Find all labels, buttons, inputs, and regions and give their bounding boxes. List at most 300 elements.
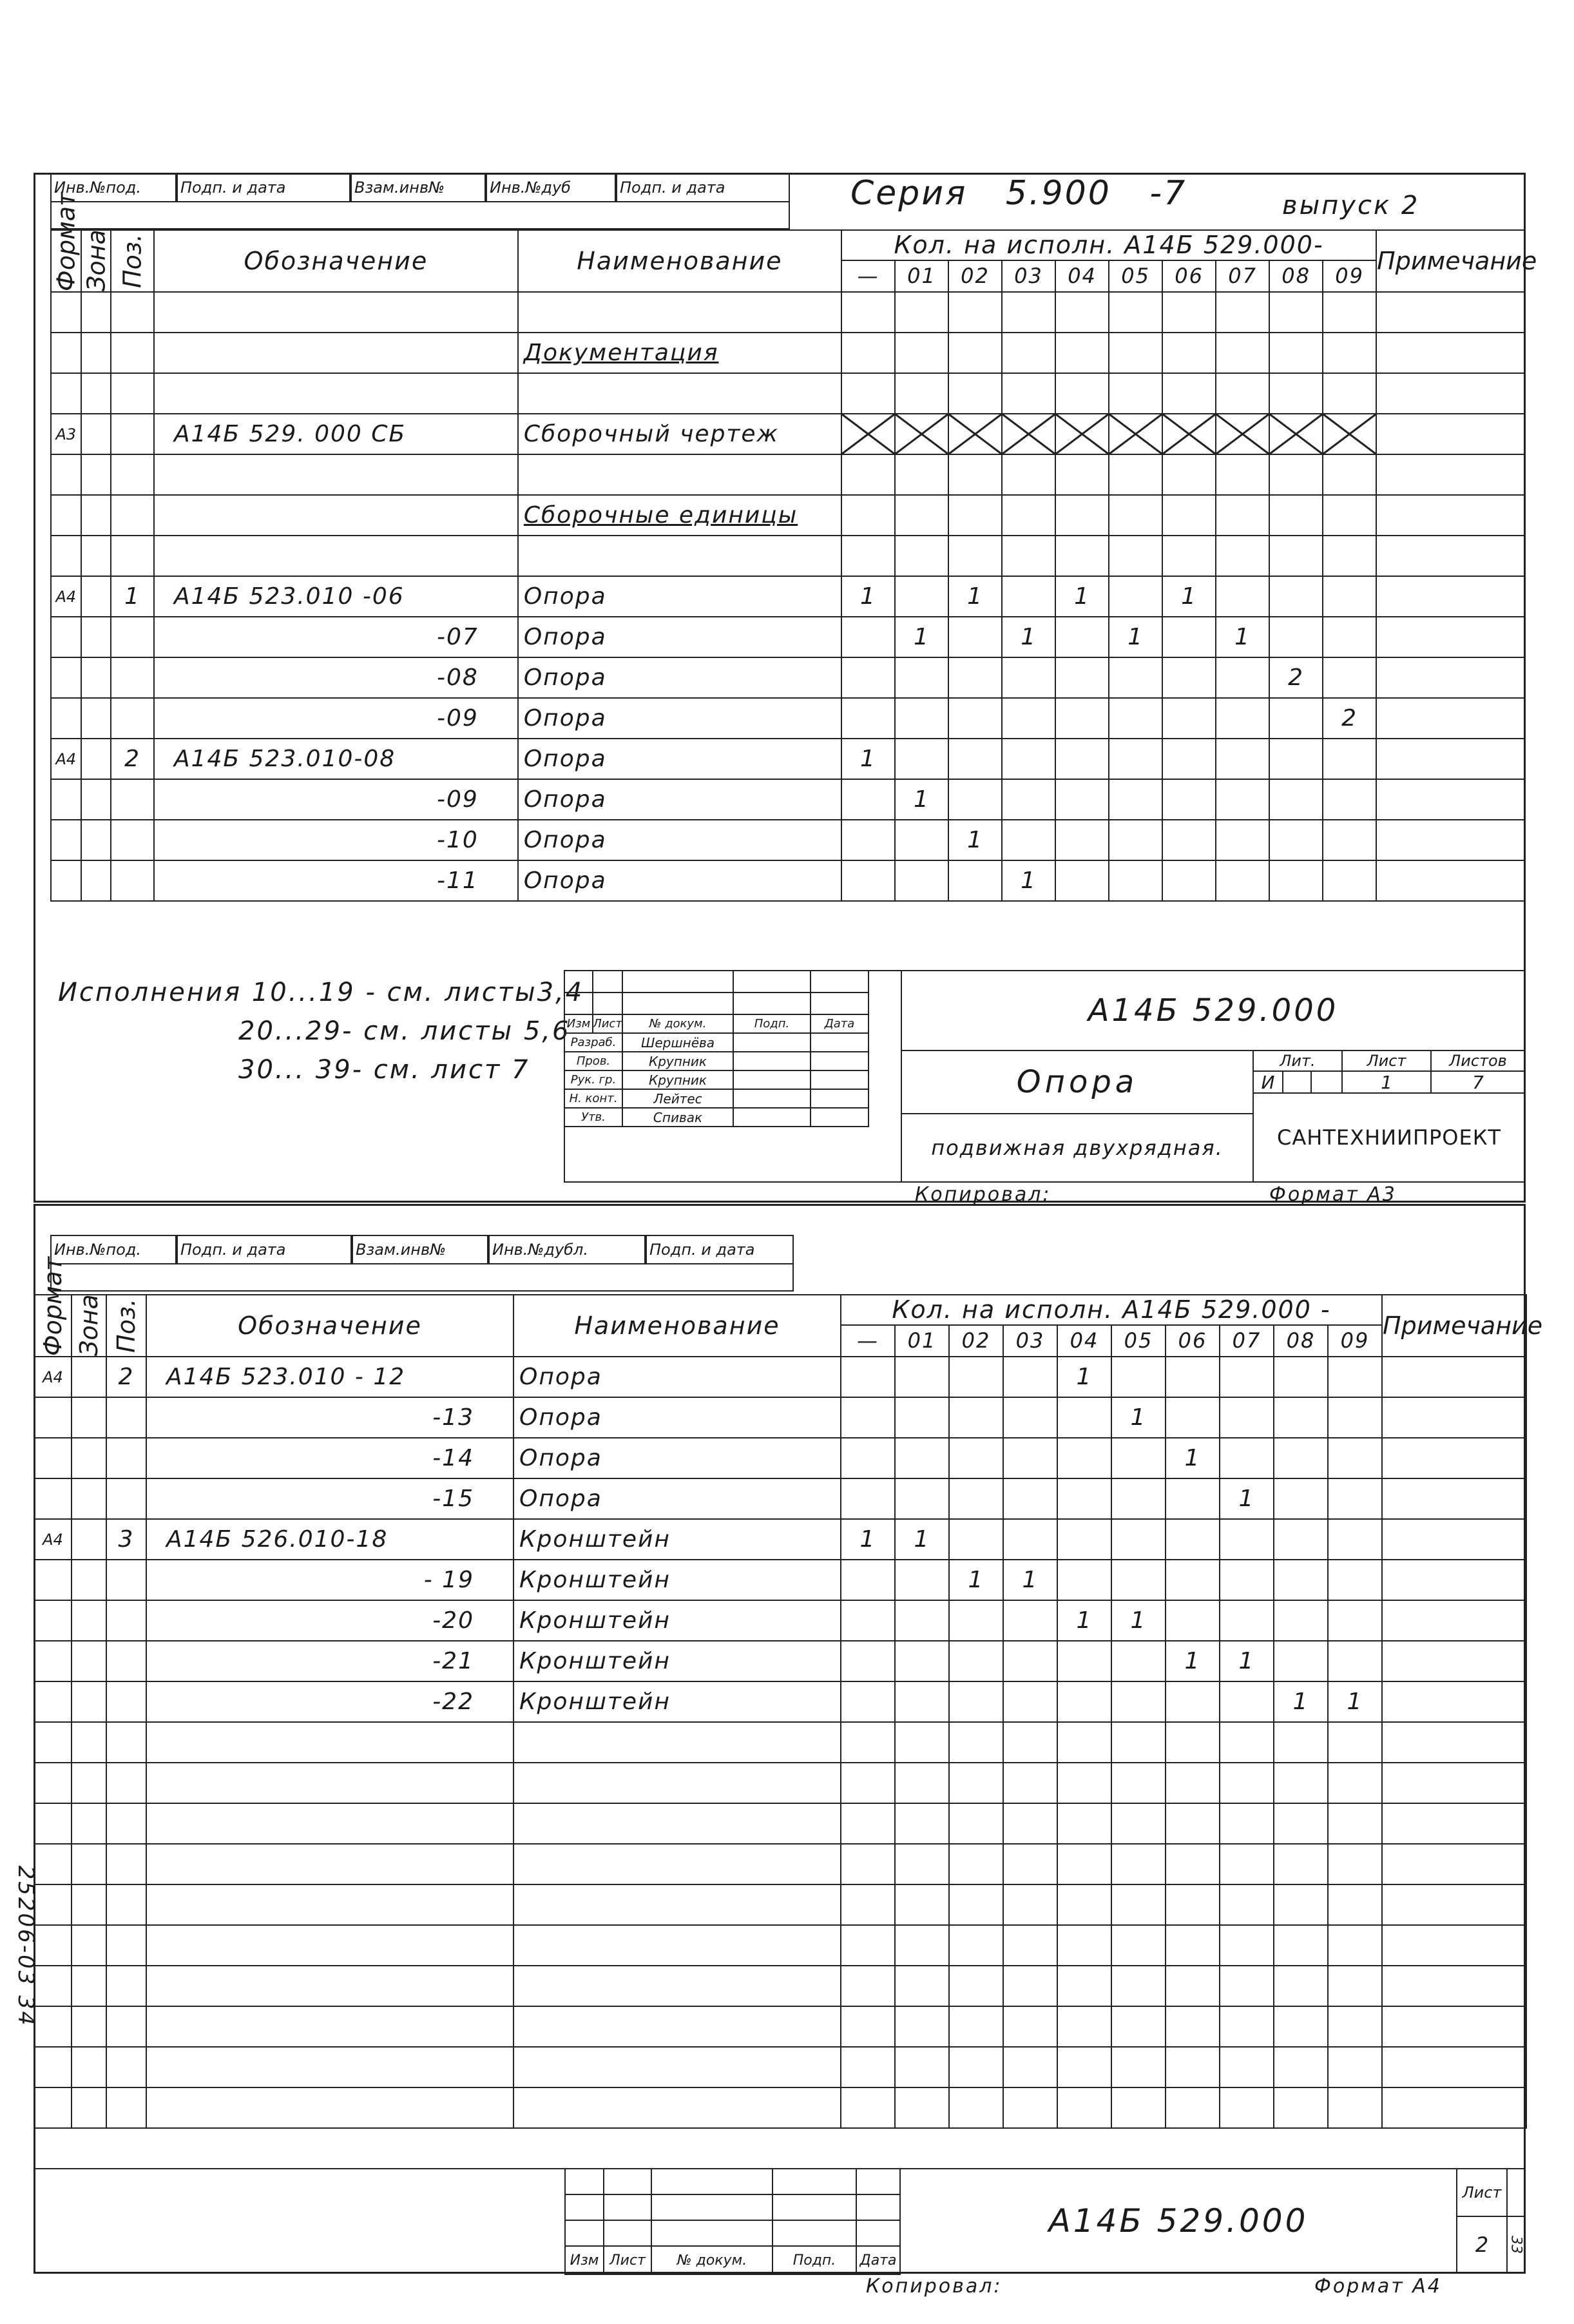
table-row [51,576,1525,617]
row-note [1382,2006,1526,2047]
title-block-1-doc-number: А14Б 529.000 [901,970,1526,1051]
variant-header: 04 [1057,1325,1111,1357]
change-blank-cell [564,2168,604,2195]
row-format [34,1966,72,2006]
qty-cell: 1 [1109,617,1162,657]
change-blank-cell [622,992,734,1015]
qty-cell: 1 [1057,1600,1111,1641]
qty-cell [841,495,895,536]
row-position [106,1641,146,1681]
stamp-cell: Подп. и дата [616,173,790,202]
qty-cell [1003,1966,1057,2006]
section-heading: Документация [518,333,841,373]
qty-cell: 1 [1220,1478,1274,1519]
row-zone [72,1803,106,1844]
qty-cell [1057,1966,1111,2006]
qty-cell [1003,1722,1057,1763]
qty-cell [1328,1803,1382,1844]
row-zone [72,1357,106,1397]
qty-cell [1166,1478,1220,1519]
col-note-header: Примечание [1382,1295,1526,1357]
row-zone [72,2047,106,2087]
row-name: Опора [518,617,841,657]
table-row [34,1884,1526,1925]
cross-out-mark [1323,414,1376,454]
qty-cell [1323,779,1376,820]
qty-cell [1166,1519,1220,1560]
row-zone [72,1438,106,1478]
lit-value: И [1252,1070,1283,1094]
role-label: Рук. гр. [564,1070,623,1090]
change-blank-cell [592,992,623,1015]
lit-label: Лит. [1252,1050,1343,1072]
variant-header: 01 [895,260,948,292]
row-note [1382,2087,1526,2128]
change-header-cell: Подп. [733,1014,811,1034]
row-position [106,1681,146,1722]
qty-cell [1057,2087,1111,2128]
row-designation: -13 [146,1397,513,1438]
qty-cell [1003,1763,1057,1803]
qty-cell [895,292,948,333]
qty-cell [1111,2087,1166,2128]
qty-cell [1216,820,1269,860]
row-name: Опора [513,1438,841,1478]
change-blank-cell [772,2220,857,2247]
qty-cell [1162,495,1216,536]
row-zone [81,617,111,657]
role-name: Крупник [622,1051,734,1071]
side-archive-code: 25206-03 34 [13,1865,39,2028]
qty-cell [1162,860,1216,901]
qty-cell [895,820,948,860]
qty-cell [1269,820,1323,860]
row-designation [146,1966,513,2006]
qty-cell [1216,779,1269,820]
qty-cell [1003,1681,1057,1722]
row-position [111,820,154,860]
row-designation: А14Б 523.010 -06 [154,576,518,617]
table-row [34,2006,1526,2047]
row-position [106,1722,146,1763]
row-format [51,536,81,576]
row-zone [81,536,111,576]
stamp-strip-top-1 [50,173,790,202]
col-pos-header: Поз. [106,1295,146,1357]
qty-cell [1220,2087,1274,2128]
qty-cell [841,1397,895,1438]
qty-cell [1269,495,1323,536]
row-format [34,1722,72,1763]
change-blank-cell [564,2220,604,2247]
qty-cell [1323,495,1376,536]
qty-cell [1002,820,1055,860]
table-row [51,739,1525,779]
qty-cell [1055,739,1109,779]
qty-cell [895,1600,949,1641]
row-designation [146,1884,513,1925]
qty-cell [1220,1438,1274,1478]
role-label: Разраб. [564,1032,623,1052]
qty-cell: 1 [1328,1681,1382,1722]
change-blank-cell [856,2168,901,2195]
qty-cell [1055,698,1109,739]
qty-cell [895,1357,949,1397]
qty-cell [1274,1641,1328,1681]
qty-cell [948,454,1002,495]
qty-cell [1111,1519,1166,1560]
row-zone [72,1884,106,1925]
qty-cell [1002,576,1055,617]
row-zone [81,454,111,495]
row-name: Опора [518,576,841,617]
cross-out-mark [1109,414,1162,454]
qty-cell [1269,739,1323,779]
table-row [51,779,1525,820]
row-designation: -21 [146,1641,513,1681]
row-position [106,1966,146,2006]
table-row [51,657,1525,698]
row-format: А4 [34,1519,72,1560]
row-note [1382,1641,1526,1681]
qty-cell [1269,333,1323,373]
table-row [34,1641,1526,1681]
qty-cell [948,414,1002,454]
table-row [51,495,1525,536]
qty-cell [1003,1600,1057,1641]
col-qty-header: Кол. на исполн. А14Б 529.000- [841,230,1376,260]
series-suffix: -7 [1149,174,1187,213]
qty-cell [1002,698,1055,739]
qty-cell [1220,1803,1274,1844]
qty-cell [1166,1600,1220,1641]
row-format [51,454,81,495]
qty-cell: 1 [949,1560,1003,1600]
row-zone [72,1641,106,1681]
stamp-cell: Инв.№дуб [486,173,616,202]
qty-cell [1057,1844,1111,1884]
section-heading: Сборочные единицы [518,495,841,536]
row-name: Опора [518,657,841,698]
qty-cell [1055,860,1109,901]
qty-cell [1216,657,1269,698]
row-designation [146,1763,513,1803]
row-note [1382,2047,1526,2087]
qty-cell [1057,1641,1111,1681]
role-signature [733,1089,811,1109]
format-label-1: Формат А3 [1269,1183,1397,1206]
qty-cell [1323,617,1376,657]
qty-cell [1003,2006,1057,2047]
qty-cell [1055,292,1109,333]
row-name: Кронштейн [513,1600,841,1641]
qty-cell [1109,657,1162,698]
qty-cell [895,1925,949,1966]
qty-cell [1055,820,1109,860]
qty-cell [1328,1925,1382,1966]
row-format: А4 [51,576,81,617]
qty-cell [1162,739,1216,779]
qty-cell [841,2047,895,2087]
row-name: Опора [513,1357,841,1397]
qty-cell [1162,414,1216,454]
row-note [1382,1966,1526,2006]
qty-cell [841,414,895,454]
row-position [111,292,154,333]
table-row [34,1397,1526,1438]
change-header-cell: Лист [592,1014,623,1034]
qty-cell [949,2047,1003,2087]
row-note [1376,373,1525,414]
qty-cell [895,536,948,576]
qty-cell [1323,739,1376,779]
role-date [810,1032,869,1052]
row-designation: -20 [146,1600,513,1641]
sheet-label-2: Лист [1456,2168,1508,2217]
col-qty-header: Кол. на исполн. А14Б 529.000 - [841,1295,1382,1325]
change-blank-cell [856,2194,901,2221]
qty-cell [1274,1884,1328,1925]
row-format [34,1478,72,1519]
row-note [1376,820,1525,860]
qty-cell [895,1681,949,1722]
lit-blank [1310,1070,1343,1094]
header-row [34,1295,1526,1325]
variant-header: 07 [1220,1325,1274,1357]
qty-cell [1216,333,1269,373]
qty-cell [1216,292,1269,333]
stamp-strip-top-2-lower [50,1264,794,1292]
table-row [34,1803,1526,1844]
qty-cell [1057,1803,1111,1844]
role-name: Лейтес [622,1089,734,1109]
qty-cell [1003,1397,1057,1438]
row-name: Опора [518,779,841,820]
row-zone [81,820,111,860]
role-date [810,1051,869,1071]
qty-cell [841,698,895,739]
variant-header: 06 [1162,260,1216,292]
table-row [51,860,1525,901]
change-blank-cell [603,2194,652,2221]
variant-header: 05 [1109,260,1162,292]
row-designation: А14Б 529. 000 СБ [154,414,518,454]
qty-cell [1328,2006,1382,2047]
qty-cell [1055,495,1109,536]
row-position [106,1560,146,1600]
qty-cell [895,739,948,779]
row-name [513,1803,841,1844]
qty-cell [841,1357,895,1397]
change-blank-cell [603,2220,652,2247]
row-note [1376,454,1525,495]
row-designation [154,333,518,373]
qty-cell [1274,1722,1328,1763]
row-designation: - 19 [146,1560,513,1600]
qty-cell [841,1925,895,1966]
variant-header: 02 [949,1325,1003,1357]
qty-cell [949,1925,1003,1966]
row-format [51,373,81,414]
qty-cell [1328,1438,1382,1478]
role-label: Пров. [564,1051,623,1071]
qty-cell [1220,1763,1274,1803]
qty-cell [1323,292,1376,333]
row-position [106,1763,146,1803]
qty-cell [1109,698,1162,739]
qty-cell [1162,536,1216,576]
qty-cell [841,1803,895,1844]
qty-cell [841,1966,895,2006]
row-designation [154,495,518,536]
role-date [810,1070,869,1090]
change-header-cell: Дата [810,1014,869,1034]
row-position [111,536,154,576]
qty-cell [895,2006,949,2047]
qty-cell: 1 [895,779,948,820]
qty-cell [1166,1681,1220,1722]
qty-cell [1055,414,1109,454]
variant-header: 08 [1274,1325,1328,1357]
change-blank-cell [564,992,593,1015]
qty-cell [841,1681,895,1722]
qty-cell [1166,1844,1220,1884]
qty-cell [948,333,1002,373]
qty-cell [948,739,1002,779]
table-row [51,373,1525,414]
row-name: Опора [518,698,841,739]
qty-cell [948,495,1002,536]
row-designation [154,454,518,495]
qty-cell [1109,739,1162,779]
qty-cell [1166,1803,1220,1844]
row-note [1382,1600,1526,1641]
col-pos-header: Поз. [111,230,154,292]
qty-cell [841,1560,895,1600]
qty-cell [1274,1438,1328,1478]
qty-cell [1323,414,1376,454]
qty-cell [1057,2006,1111,2047]
change-blank-cell [651,2194,773,2221]
qty-cell [1269,292,1323,333]
table-row [34,1357,1526,1397]
cross-out-mark [1216,414,1269,454]
role-date [810,1089,869,1109]
row-note [1382,1844,1526,1884]
row-zone [81,495,111,536]
qty-cell [895,1763,949,1803]
qty-cell [841,860,895,901]
row-format: А4 [51,739,81,779]
row-note [1382,1478,1526,1519]
row-format [51,820,81,860]
row-designation [146,1844,513,1884]
variant-header: 07 [1216,260,1269,292]
cross-out-mark [842,414,894,454]
row-format [34,2087,72,2128]
title-block-1-subtitle: подвижная двухрядная. [901,1113,1254,1183]
qty-cell [1162,617,1216,657]
qty-cell [841,1641,895,1681]
qty-cell [841,779,895,820]
qty-cell [1220,1925,1274,1966]
qty-cell [841,1438,895,1478]
sheets-value: 7 [1430,1070,1526,1094]
qty-cell [841,657,895,698]
change-blank-cell [651,2168,773,2195]
row-note [1382,1925,1526,1966]
qty-cell [1220,2047,1274,2087]
cross-out-mark [1270,414,1322,454]
row-position: 3 [106,1519,146,1560]
variant-header: 08 [1269,260,1323,292]
cross-out-mark [896,414,948,454]
row-name: Сборочный чертеж [518,414,841,454]
qty-cell [1328,1478,1382,1519]
qty-cell [949,1478,1003,1519]
table-row [34,2087,1526,2128]
table-row [51,333,1525,373]
row-position [111,495,154,536]
qty-cell [1328,1722,1382,1763]
row-designation [146,1925,513,1966]
row-position [106,1438,146,1478]
qty-cell [1274,2047,1328,2087]
change-blank-cell [651,2220,773,2247]
qty-cell [1057,1884,1111,1925]
row-designation [146,1722,513,1763]
row-zone [81,860,111,901]
row-position: 2 [106,1357,146,1397]
qty-cell [1323,860,1376,901]
qty-cell [841,1884,895,1925]
corner-number: 33 [1506,2216,1526,2274]
row-name: Опора [518,860,841,901]
qty-cell: 2 [1323,698,1376,739]
role-signature [733,1107,811,1127]
variants-note-line: 20...29- см. листы 5,6 [238,1016,571,1046]
change-header-cell: Изм [564,2245,604,2275]
variants-note [58,973,584,1089]
qty-cell [1055,536,1109,576]
row-zone [72,1763,106,1803]
row-position [111,779,154,820]
qty-cell [1003,1803,1057,1844]
qty-cell [949,1681,1003,1722]
qty-cell [895,1722,949,1763]
qty-cell [1166,2087,1220,2128]
row-zone [81,576,111,617]
row-name: Опора [518,739,841,779]
qty-cell [1220,1722,1274,1763]
table-row [34,1966,1526,2006]
row-note [1376,333,1525,373]
qty-cell [1002,495,1055,536]
row-designation: -08 [154,657,518,698]
table-row [51,617,1525,657]
qty-cell [1162,292,1216,333]
qty-cell: 1 [1166,1641,1220,1681]
series-number: 5.900 [1005,174,1111,213]
row-zone [72,1519,106,1560]
qty-cell [1328,2087,1382,2128]
row-name [513,1966,841,2006]
row-format [34,1925,72,1966]
table-row [34,1519,1526,1560]
row-note [1376,536,1525,576]
role-label: Н. конт. [564,1089,623,1109]
lit-blank [1282,1070,1312,1094]
